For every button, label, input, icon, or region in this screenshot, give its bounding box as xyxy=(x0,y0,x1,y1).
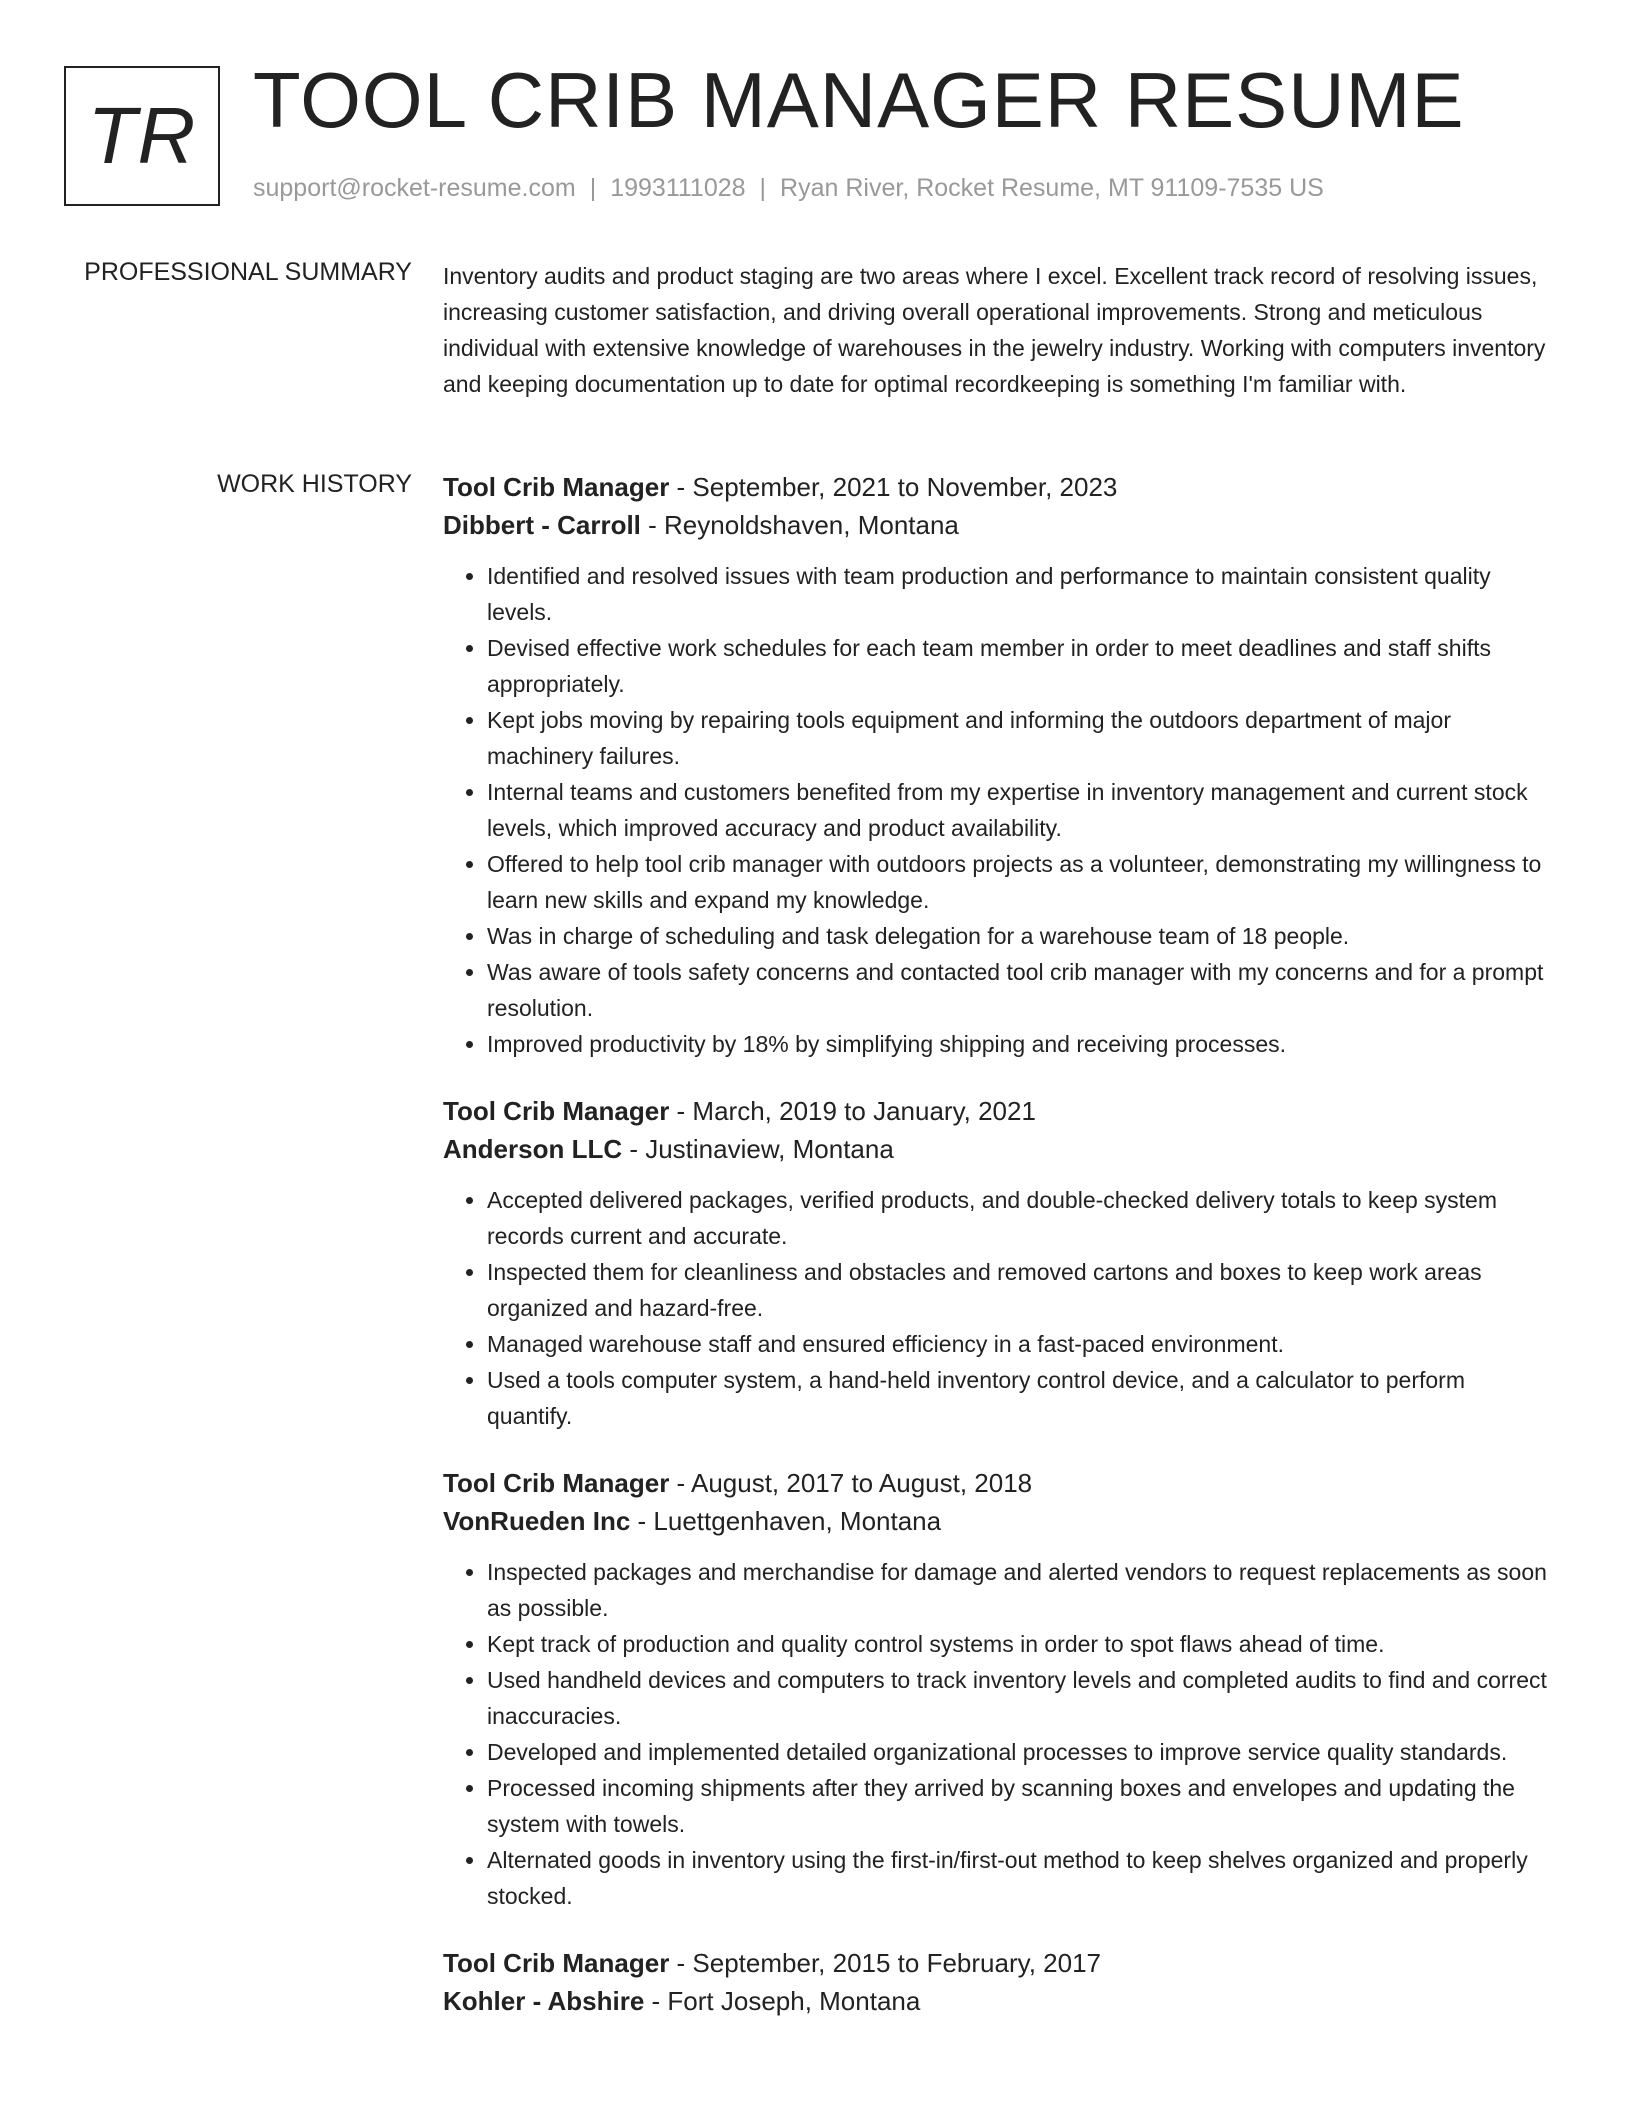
job-dates: September, 2015 to February, 2017 xyxy=(692,1948,1101,1978)
job-bullet: • Used handheld devices and computers to track inventory levels and completed audits to find and correct inaccuracies. xyxy=(487,1662,1555,1734)
job-bullet: • Developed and implemented detailed organizational processes to improve service quality standards. xyxy=(487,1734,1555,1770)
work-history-list xyxy=(443,468,1555,2050)
contact-email[interactable]: support@rocket-resume.com xyxy=(253,174,576,202)
job-location: Reynoldshaven, Montana xyxy=(664,510,959,540)
job-bullet: • Processed incoming shipments after they arrived by scanning boxes and envelopes and updating the system with towels. xyxy=(487,1770,1555,1842)
job-title: Tool Crib Manager xyxy=(443,1948,670,1978)
job-bullet: • Improved productivity by 18% by simplifying shipping and receiving processes. xyxy=(487,1026,1555,1062)
job-company: Anderson LLC xyxy=(443,1134,623,1164)
job-dash: - xyxy=(630,1506,654,1536)
job-bullet: • Was aware of tools safety concerns and contacted tool crib manager with my concerns and for a prompt resolution. xyxy=(487,954,1555,1026)
job-location: Luettgenhaven, Montana xyxy=(653,1506,942,1536)
job-title-line xyxy=(443,1092,1555,1130)
job-company-line xyxy=(443,506,1555,544)
contact-separator: | xyxy=(589,174,597,202)
contact-separator: | xyxy=(759,174,767,202)
contact-phone[interactable]: 1993111028 xyxy=(610,174,746,202)
job-title: Tool Crib Manager xyxy=(443,472,670,502)
job-dash: - xyxy=(640,510,665,540)
job-dash: - xyxy=(644,1986,668,2016)
initials-monogram: TR xyxy=(64,66,220,206)
job-bullets xyxy=(443,1554,1555,1914)
job-dash: - xyxy=(669,472,693,502)
job-bullet: • Used a tools computer system, a hand-held inventory control device, and a calculator to perform quantify. xyxy=(487,1362,1555,1434)
job-entry xyxy=(443,1464,1555,1914)
job-company: Dibbert - Carroll xyxy=(443,510,641,540)
job-location: Justinaview, Montana xyxy=(645,1134,894,1164)
work-history-heading: WORK HISTORY xyxy=(217,470,412,498)
job-bullet: • Offered to help tool crib manager with outdoors projects as a volunteer, demonstrating my willingness to learn new skills and expand my knowledge. xyxy=(487,846,1555,918)
job-title-line xyxy=(443,1464,1555,1502)
job-bullet: • Managed warehouse staff and ensured efficiency in a fast-paced environment. xyxy=(487,1326,1555,1362)
job-bullets xyxy=(443,558,1555,1062)
job-bullet: • Was in charge of scheduling and task delegation for a warehouse team of 18 people. xyxy=(487,918,1555,954)
job-bullet: • Kept track of production and quality control systems in order to spot flaws ahead of time. xyxy=(487,1626,1555,1662)
job-bullet: • Identified and resolved issues with team production and performance to maintain consistent quality levels. xyxy=(487,558,1555,630)
job-dates: September, 2021 to November, 2023 xyxy=(692,472,1118,502)
job-title: Tool Crib Manager xyxy=(443,1468,670,1498)
summary-text: Inventory audits and product staging are two areas where I excel. Excellent track record of resolving issues, increasing customer satisfaction, and driving overall operational improvements. Strong and meticulous individual with extensive knowledge of warehouses in the jewelry industry. Working with computers inventory and keeping documentation up to date for optimal recordkeeping is something I'm familiar with. xyxy=(443,263,1546,397)
job-bullets xyxy=(443,1182,1555,1434)
job-company: Kohler - Abshire xyxy=(443,1986,645,2016)
contact-address: Ryan River, Rocket Resume, MT 91109-7535 US xyxy=(780,174,1324,202)
job-bullet: • Internal teams and customers benefited from my expertise in inventory management and current stock levels, which improved accuracy and product availability. xyxy=(487,774,1555,846)
job-dash: - xyxy=(622,1134,646,1164)
job-title: Tool Crib Manager xyxy=(443,1096,670,1126)
job-company: VonRueden Inc xyxy=(443,1506,631,1536)
job-bullet: • Inspected packages and merchandise for damage and alerted vendors to request replacements as soon as possible. xyxy=(487,1554,1555,1626)
job-bullet: • Devised effective work schedules for each team member in order to meet deadlines and staff shifts appropriately. xyxy=(487,630,1555,702)
job-bullet: • Inspected them for cleanliness and obstacles and removed cartons and boxes to keep work areas organized and hazard-free. xyxy=(487,1254,1555,1326)
job-dates: March, 2019 to January, 2021 xyxy=(692,1096,1036,1126)
job-entry xyxy=(443,1944,1555,2020)
job-location: Fort Joseph, Montana xyxy=(667,1986,921,2016)
job-title-line xyxy=(443,468,1555,506)
job-company-line xyxy=(443,1130,1555,1168)
job-entry xyxy=(443,468,1555,1062)
job-bullet: • Alternated goods in inventory using the first-in/first-out method to keep shelves organized and properly stocked. xyxy=(487,1842,1555,1914)
job-company-line xyxy=(443,1502,1555,1540)
job-bullet: • Accepted delivered packages, verified products, and double-checked delivery totals to keep system records current and accurate. xyxy=(487,1182,1555,1254)
job-title-line xyxy=(443,1944,1555,1982)
job-entry xyxy=(443,1092,1555,1434)
job-company-line xyxy=(443,1982,1555,2020)
contact-line xyxy=(253,174,1324,203)
resume-title: TOOL CRIB MANAGER RESUME xyxy=(253,56,1465,144)
summary-heading: PROFESSIONAL SUMMARY xyxy=(84,258,412,286)
job-dash: - xyxy=(669,1468,691,1498)
job-dash: - xyxy=(669,1096,693,1126)
job-bullet: • Kept jobs moving by repairing tools equipment and informing the outdoors department of major machinery failures. xyxy=(487,702,1555,774)
job-dates: August, 2017 to August, 2018 xyxy=(690,1468,1033,1498)
job-dash: - xyxy=(669,1948,693,1978)
